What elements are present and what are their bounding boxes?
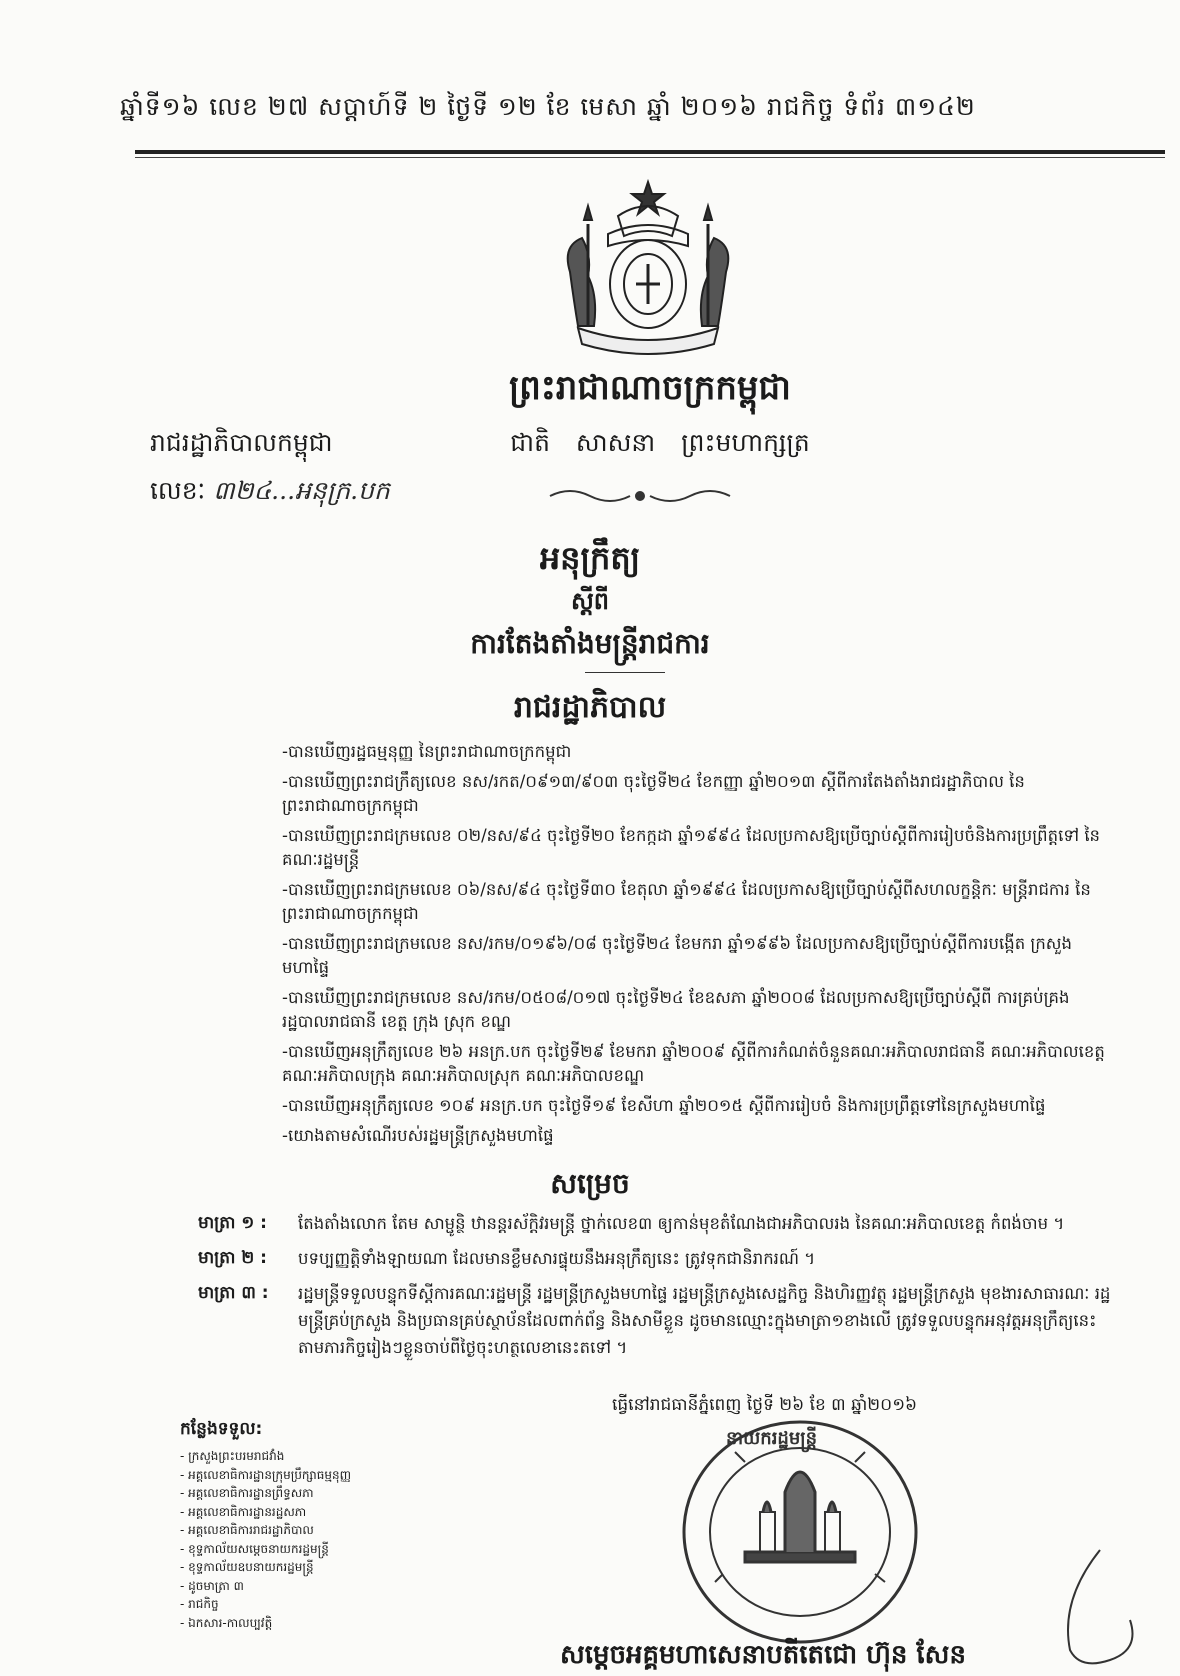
list-item: - ខុទ្ទកាល័យសម្តេចនាយករដ្ឋមន្ត្រី bbox=[180, 1541, 329, 1556]
article-number: មាត្រា ២ : bbox=[198, 1248, 267, 1268]
decree-subject: ការតែងតាំងមន្ត្រីរាជការ bbox=[470, 627, 710, 660]
article-text: បទប្បញ្ញត្តិទាំងឡាយណា ដែលមានខ្លឹមសារផ្ទុយនឹងអនុក្រឹត្យនេះ ត្រូវទុកជានិរាករណ៍ ។ bbox=[298, 1249, 816, 1268]
visa-item: -បានឃើញអនុក្រឹត្យលេខ ២៦ អនក្រ.បក ចុះថ្ងៃទី២៩ ខែមករា ឆ្នាំ២០០៩ ស្តីពីការកំណត់ចំនួនគណៈអភិបាលរាជធានី គណៈអភិបាលខេត្ត គណៈអភិបាលក្រុង គណៈអភិបាលស្រុក គណៈអភិបាលខណ្ឌ bbox=[282, 1042, 1105, 1085]
article-2 bbox=[198, 1245, 1118, 1272]
list-item: - ក្រសួងព្រះបរមរាជវាំង bbox=[180, 1449, 285, 1463]
issuing-authority: រាជរដ្ឋាភិបាល bbox=[513, 690, 667, 725]
list-item: - រាជកិច្ច bbox=[180, 1597, 219, 1611]
visa-item: -បានឃើញព្រះរាជក្រមលេខ នស/រកម/០១៩៦/០៨ ចុះថ្ងៃទី២៤ ខែមករា ឆ្នាំ១៩៩៦ ដែលប្រកាសឱ្យប្រើច្បាប់ស្តីពីការបង្កើត ក្រសួងមហាផ្ទៃ bbox=[282, 934, 1072, 977]
list-item: - អគ្គលេខាធិការដ្ឋានក្រុមប្រឹក្សាធម្មនុញ្ញ bbox=[180, 1467, 352, 1482]
header-rule bbox=[135, 150, 1165, 158]
list-item: - អគ្គលេខាធិការដ្ឋានព្រឹទ្ធសភា bbox=[180, 1486, 314, 1500]
signer-title: នាយករដ្ឋមន្ត្រី bbox=[726, 1428, 818, 1449]
visa-item: -បានឃើញព្រះរាជក្រមលេខ ០៦/នស/៩៤ ចុះថ្ងៃទី៣០ ខែតុលា ឆ្នាំ១៩៩៤ ដែលប្រកាសឱ្យប្រើច្បាប់ស្តីពីសហលក្ខន្តិកៈ មន្ត្រីរាជការ នៃព្រះរាជាណាចក្រកម្ពុជា bbox=[282, 880, 1091, 923]
visa-item: -បានឃើញព្រះរាជក្រមលេខ ០២/នស/៩៤ ចុះថ្ងៃទី២០ ខែកក្កដា ឆ្នាំ១៩៩៤ ដែលប្រកាសឱ្យប្រើច្បាប់ស្តីពីការរៀបចំនិងការប្រព្រឹត្តទៅ នៃគណៈរដ្ឋមន្ត្រី bbox=[282, 826, 1101, 869]
royal-coat-of-arms-icon bbox=[548, 176, 748, 366]
national-motto: ជាតិ សាសនា ព្រះមហាក្សត្រ bbox=[510, 428, 810, 457]
recipients-title: កន្លែងទទួល: bbox=[180, 1419, 263, 1439]
article-number: មាត្រា ១ : bbox=[198, 1213, 267, 1233]
issuer-name: រាជរដ្ឋាភិបាលកម្ពុជា bbox=[150, 428, 333, 457]
list-item: - ដូចមាត្រា ៣ bbox=[180, 1578, 244, 1593]
signer-name: សម្តេចអគ្គមហាសេនាបតីតេជោ ហ៊ុន សែន bbox=[560, 1640, 966, 1670]
article-list bbox=[198, 1210, 1118, 1369]
list-item: - ឯកសារ-កាលប្បវត្តិ bbox=[180, 1615, 273, 1630]
visa-item: -យោងតាមសំណើរបស់រដ្ឋមន្ត្រីក្រសួងមហាផ្ទៃ bbox=[282, 1126, 554, 1145]
decision-heading: សម្រេច bbox=[550, 1167, 630, 1200]
article-number: មាត្រា ៣ : bbox=[198, 1283, 269, 1303]
document-type: អនុក្រឹត្យ bbox=[539, 539, 641, 577]
document-number-label: លេខៈ bbox=[150, 476, 206, 505]
list-item: - ខុទ្ទកាល័យឧបនាយករដ្ឋមន្ត្រី bbox=[180, 1560, 314, 1574]
list-item: - អគ្គលេខាធិការរាជរដ្ឋាភិបាល bbox=[180, 1523, 314, 1537]
document-number bbox=[150, 476, 390, 512]
visa-list bbox=[282, 740, 1112, 1154]
list-item: - អគ្គលេខាធិការដ្ឋានរដ្ឋសភា bbox=[180, 1504, 307, 1519]
article-3 bbox=[198, 1280, 1118, 1361]
recipients-block bbox=[180, 1418, 480, 1632]
visa-item: -បានឃើញព្រះរាជក្រឹត្យលេខ នស/រកត/០៩១៣/៩០៣ ចុះថ្ងៃទី២៤ ខែកញ្ញា ឆ្នាំ២០១៣ ស្តីពីការតែងតាំងរាជរដ្ឋាភិបាល នៃព្រះរាជាណាចក្រកម្ពុជា bbox=[282, 772, 1025, 815]
recipients-list bbox=[180, 1447, 480, 1632]
document-number-value: ៣២៤...អនុក្រ.បក bbox=[213, 476, 390, 505]
handwritten-signature-icon bbox=[1040, 1540, 1160, 1676]
visa-item: -បានឃើញអនុក្រឹត្យលេខ ១០៩ អនក្រ.បក ចុះថ្ងៃទី១៩ ខែសីហា ឆ្នាំ២០១៥ ស្តីពីការរៀបចំ និងការប្រព្រឹត្តទៅនៃក្រសួងមហាផ្ទៃ bbox=[282, 1096, 1046, 1115]
gazette-header: ឆ្នាំទី១៦ លេខ ២៧ សប្តាហ៍ទី ២ ថ្ងៃទី ១២ ខែ មេសា ឆ្នាំ ២០១៦ រាជកិច្ច ទំព័រ ៣១៤២ bbox=[120, 92, 976, 121]
kingdom-title: ព្រះរាជាណាចក្រកម្ពុជា bbox=[509, 368, 791, 408]
subject-rule bbox=[585, 672, 665, 673]
visa-item: -បានឃើញរដ្ឋធម្មនុញ្ញ នៃព្រះរាជាណាចក្រកម្ពុជា bbox=[282, 742, 572, 761]
about-label: ស្តីពី bbox=[570, 586, 610, 615]
ornament-divider-icon bbox=[540, 484, 740, 508]
article-text: រដ្ឋមន្ត្រីទទួលបន្ទុកទីស្តីការគណៈរដ្ឋមន្ត្រី រដ្ឋមន្ត្រីក្រសួងមហាផ្ទៃ រដ្ឋមន្ត្រីក្រសួងសេដ្ឋកិច្ច និងហិរញ្ញវត្ថុ រដ្ឋមន្ត្រីក្រសួង មុខងារសាធារណៈ រដ្ឋមន្ត្រីគ្រប់ក្រសួង និងប្រធានគ្រប់ស្ថាប័នដែលពាក់ព័ន្ធ និងសាមីខ្លួន ដូចមានឈ្មោះក្នុងមាត្រា១ខាងលើ ត្រូវទទួលបន្ទុកអនុវត្តអនុក្រឹត្យនេះ តាមភារកិច្ចរៀងៗខ្លួនចាប់ពីថ្ងៃចុះហត្ថលេខានេះតទៅ ។ bbox=[298, 1284, 1111, 1357]
place-and-date: ធ្វើនៅរាជធានីភ្នំពេញ ថ្ងៃទី ២៦ ខែ ៣ ឆ្នាំ២០១៦ bbox=[612, 1395, 918, 1415]
article-text: តែងតាំងលោក តែម សាម្ផូន្ថិ ឋានន្តរស័ក្តិវរមន្ត្រី ថ្នាក់លេខ៣ ឲ្យកាន់មុខតំណែងជាអភិបាលរង នៃគណៈអភិបាលខេត្ត កំពង់ចាម ។ bbox=[298, 1214, 1065, 1233]
visa-item: -បានឃើញព្រះរាជក្រមលេខ នស/រកម/០៥០៨/០១៧ ចុះថ្ងៃទី២៤ ខែឧសភា ឆ្នាំ២០០៨ ដែលប្រកាសឱ្យប្រើច្បាប់ស្តីពី ការគ្រប់គ្រងរដ្ឋបាលរាជធានី ខេត្ត ក្រុង ស្រុក ខណ្ឌ bbox=[282, 988, 1070, 1031]
article-1 bbox=[198, 1210, 1118, 1237]
